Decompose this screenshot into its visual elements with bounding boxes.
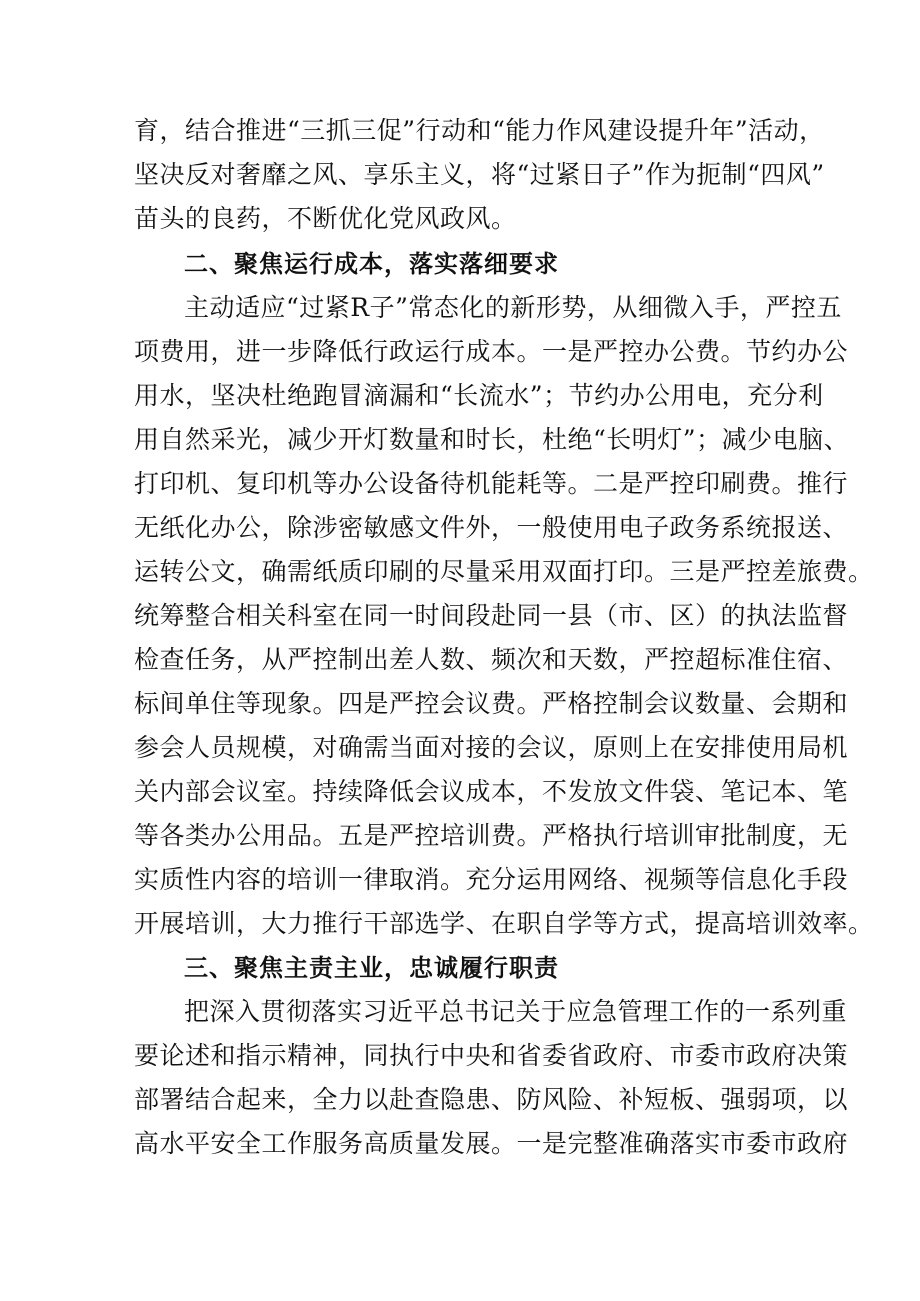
paragraph-line: 部署结合起来，全力以赴查隐患、防风险、补短板、强弱项，以 <box>134 1085 849 1114</box>
paragraph-line: 无纸化办公，除涉密敏感文件外，一般使用电子政务系统报送、 <box>134 513 849 542</box>
paragraph-line: 统筹整合相关科室在同一时间段赴同一县（市、区）的执法监督 <box>134 601 849 630</box>
paragraph-line: 关内部会议室。持续降低会议成本，不发放文件袋、笔记本、笔 <box>134 777 849 806</box>
paragraph-line: 开展培训，大力推行干部选学、在职自学等方式，提高培训效率。 <box>134 909 874 938</box>
paragraph-line: 高水平安全工作服务高质量发展。一是完整准确落实市委市政府 <box>134 1129 849 1158</box>
paragraph-line: 等各类办公用品。五是严控培训费。严格执行培训审批制度，无 <box>134 821 849 850</box>
paragraph-line: 标间单住等现象。四是严控会议费。严格控制会议数量、会期和 <box>134 689 849 718</box>
paragraph-line: 实质性内容的培训一律取消。充分运用网络、视频等信息化手段 <box>134 865 849 894</box>
paragraph-line: 项费用，进一步降低行政运行成本。一是严控办公费。节约办公 <box>134 337 849 366</box>
paragraph-line: 苗头的良药，不断优化党风政风。 <box>134 204 517 233</box>
paragraph-line: 坚决反对奢靡之风、享乐主义，将“过紧日子”作为扼制“四风” <box>134 160 825 189</box>
paragraph-line: 打印机、复印机等办公设备待机能耗等。二是严控印刷费。推行 <box>134 469 849 498</box>
paragraph-line: 把深入贯彻落实习近平总书记关于应急管理工作的一系列重 <box>184 997 848 1026</box>
paragraph-line: 检查任务，从严控制出差人数、频次和天数，严控超标准住宿、 <box>134 645 849 674</box>
section-heading-2: 二、聚焦运行成本，落实落细要求 <box>184 250 559 278</box>
paragraph-line: 要论述和指示精神，同执行中央和省委省政府、市委市政府决策 <box>134 1041 849 1070</box>
section-heading-3: 三、聚焦主责主业，忠诚履行职责 <box>184 954 559 982</box>
paragraph-line: 参会人员规模，对确需当面对接的会议，原则上在安排使用局机 <box>134 733 849 762</box>
paragraph-line: 主动适应“过紧R子”常态化的新形势，从细微入手，严控五 <box>184 293 842 322</box>
paragraph-line: 运转公文，确需纸质印刷的尽量采用双面打印。三是严控差旅费。 <box>134 557 874 586</box>
paragraph-line: 用水，坚决杜绝跑冒滴漏和“长流水”；节约办公用电，充分利 <box>134 381 824 410</box>
paragraph-line: 育，结合推进“三抓三促”行动和“能力作风建设提升年”活动， <box>134 116 825 145</box>
paragraph-line: 用自然采光，减少开灯数量和时长，杜绝“长明灯”；减少电脑、 <box>134 425 850 454</box>
